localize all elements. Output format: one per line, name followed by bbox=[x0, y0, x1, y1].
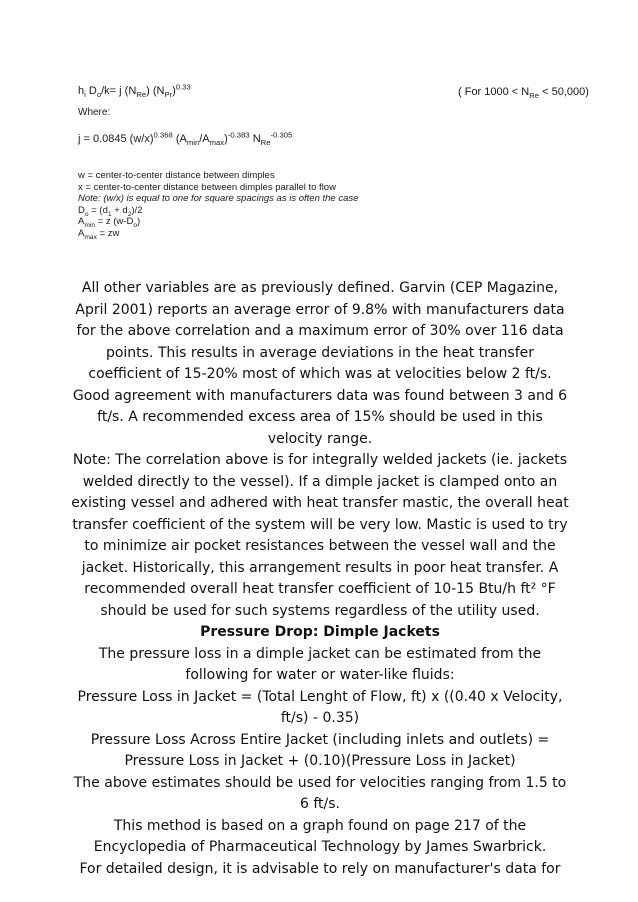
body-text bbox=[70, 278, 570, 880]
paragraph-pressure-loss-entire: Pressure Loss Across Entire Jacket (including inlets and outlets) = Pressure Loss in Jacket + (0.10)(Pressure Loss in Jacket) bbox=[90, 731, 550, 769]
paragraph-pressure-intro: The pressure loss in a dimple jacket can be estimated from the following for water or water-like fluids: bbox=[98, 645, 542, 683]
paragraph-pressure-loss-jacket: Pressure Loss in Jacket = (Total Lenght of Flow, ft) x ((0.40 x Velocity, ft/s) - 0.35) bbox=[77, 688, 563, 726]
paragraph-variables: All other variables are as previously defined. Garvin (CEP Magazine, April 2001) reports an average error of 9.8% with manufacturers data for the above correlation and a maximum error of 30% over 116 data points. This results in average deviations in the heat transfer coefficient of 15-20% most of which was at velocities below 2 ft/s. Good agreement with manufacturers data was found between 3 and 6 ft/s. A recommended excess area of 15% should be used in this velocity range. bbox=[72, 280, 568, 447]
variable-definitions bbox=[78, 170, 358, 239]
equation-image bbox=[78, 80, 598, 260]
paragraph-velocity-range: The above estimates should be used for velocities ranging from 1.5 to 6 ft/s. bbox=[73, 774, 567, 812]
definition-x: x = center-to-center distance between dimples parallel to flow bbox=[78, 181, 336, 193]
j-factor-equation: j = 0.0845 $(w/x)^{0.368}$ $(A_{min}/A_{max})^{-0.383}$ $N_{Re}^{-0.305}$ bbox=[78, 130, 293, 148]
paragraph-method-source: This method is based on a graph found on page 217 of the Encyclopedia of Pharmaceutical Technology by James Swarbrick. bbox=[93, 817, 547, 855]
reynolds-range: ( For $1000 < N_{Re} < 50,000$) bbox=[458, 86, 589, 101]
definition-amax: $A_{max}$ = zw bbox=[78, 227, 120, 241]
where-label: Where: bbox=[78, 107, 111, 118]
definition-w: w = center-to-center distance between dimples bbox=[78, 170, 275, 181]
paragraph-note: Note: The correlation above is for integrally welded jackets (ie. jackets welded directly to the vessel). If a dimple jacket is clamped onto an existing vessel and adhered with heat transfer mastic, the overall heat transfer coefficient of the system will be very low. Mastic is used to try to minimize air pocket resistances between the vessel wall and the jacket. Historically, this arrangement results in poor heat transfer. A recommended overall heat transfer coefficient of 10-15 Btu/h ft² °F should be used for such systems regardless of the utility used. bbox=[71, 452, 569, 619]
definition-note: Note: (w/x) is equal to one for square spacings as is often the case bbox=[78, 193, 359, 204]
paragraph-detailed-design: For detailed design, it is advisable to rely on manufacturer's data for bbox=[79, 860, 561, 877]
main-correlation-equation: $h_i$ $D_o/k= j$ $(N_{Re})$ $(N_{Pr})^{0.33}$ bbox=[78, 82, 191, 100]
definition-amin: $A_{min} = z$ $(w-D_o)$ bbox=[78, 216, 141, 229]
section-heading: Pressure Drop: Dimple Jackets bbox=[200, 624, 440, 640]
definition-do: $D_o = (d_1 + d_2)/2$ bbox=[78, 204, 143, 218]
